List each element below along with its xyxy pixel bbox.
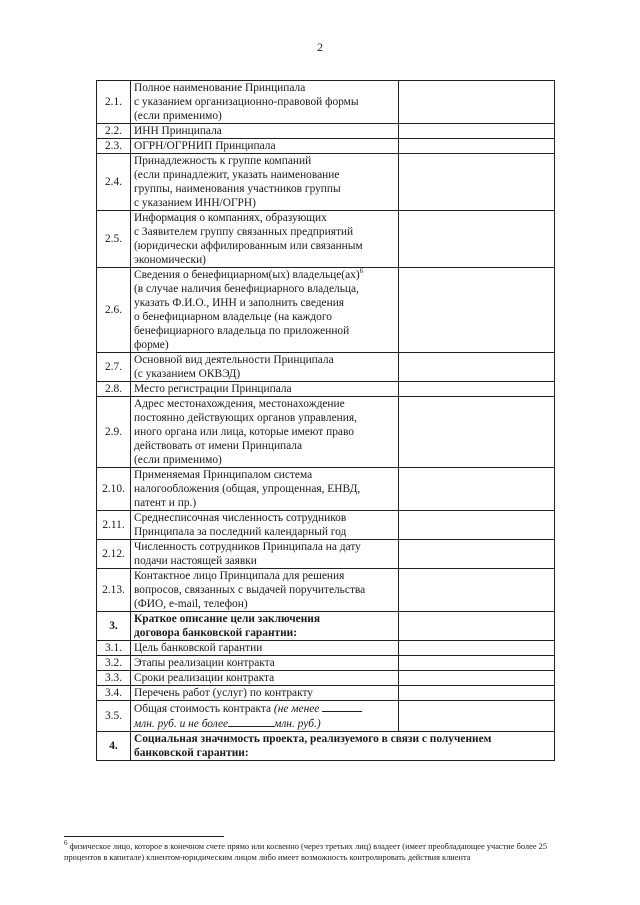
row-label xyxy=(131,382,399,397)
row-label xyxy=(131,124,399,139)
label-line xyxy=(134,701,396,716)
row-number: 3.4. xyxy=(97,686,131,701)
label-line xyxy=(134,554,396,568)
row-label xyxy=(131,468,399,511)
row-label xyxy=(131,81,399,124)
label-text: ИНН Принципала xyxy=(134,125,222,137)
table-row xyxy=(97,511,555,540)
row-label xyxy=(131,569,399,612)
label-text: ОГРН/ОГРНИП Принципала xyxy=(134,140,276,152)
table-row xyxy=(97,268,555,353)
label-line xyxy=(134,656,396,670)
value-cell[interactable] xyxy=(399,397,555,468)
value-cell[interactable] xyxy=(399,382,555,397)
table-row xyxy=(97,569,555,612)
label-line xyxy=(134,296,396,310)
label-line xyxy=(134,425,396,439)
label-text: бенефициарного владельца по приложенной xyxy=(134,325,350,337)
value-cell[interactable] xyxy=(399,511,555,540)
label-text: Место регистрации Принципала xyxy=(134,383,292,395)
label-line xyxy=(134,324,396,338)
table-row xyxy=(97,353,555,382)
label-text: Краткое описание цели заключения xyxy=(134,613,321,625)
row-number: 2.4. xyxy=(97,154,131,211)
label-text: (если применимо) xyxy=(134,454,222,466)
label-line xyxy=(134,411,396,425)
row-label xyxy=(131,268,399,353)
label-text: о бенефициарном владельце (на каждого xyxy=(134,311,332,323)
blank-field-max[interactable] xyxy=(228,716,274,727)
label-line xyxy=(134,597,396,611)
table-row xyxy=(97,211,555,268)
label-line xyxy=(134,482,396,496)
row-label xyxy=(131,511,399,540)
label-text: патент и пр.) xyxy=(134,497,197,509)
label-text: Общая стоимость контракта xyxy=(134,703,274,715)
value-cell[interactable] xyxy=(399,701,555,732)
row-number: 3.3. xyxy=(97,671,131,686)
table-row xyxy=(97,124,555,139)
row-number: 2.1. xyxy=(97,81,131,124)
value-cell[interactable] xyxy=(399,641,555,656)
row-number: 3.2. xyxy=(97,656,131,671)
footnote-divider xyxy=(64,836,224,837)
row-label xyxy=(131,154,399,211)
value-cell[interactable] xyxy=(399,353,555,382)
row-label xyxy=(131,671,399,686)
label-text: (если применимо) xyxy=(134,110,222,122)
footnote-text: физическое лицо, которое в конечном счете прямо или косвенно (через третьих лиц) владеет (имеет преобладающее участие более 25 процентов в капитале) клиентом-юридическим лицом либо имеет возможность контролировать действия клиента xyxy=(64,842,548,862)
blank-field-min[interactable] xyxy=(322,701,362,712)
value-cell[interactable] xyxy=(399,268,555,353)
label-text: (если принадлежит, указать наименование xyxy=(134,169,340,181)
label-text: иного органа или лица, которые имеют право xyxy=(134,426,354,438)
label-text: с указанием организационно-правовой формы xyxy=(134,96,359,108)
label-line xyxy=(134,583,396,597)
label-line xyxy=(134,239,396,253)
label-line xyxy=(134,626,396,640)
label-text: форме) xyxy=(134,339,169,351)
label-line xyxy=(134,225,396,239)
label-text: Сведения о бенефициарном(ых) владельце(ах) xyxy=(134,269,360,281)
table-row xyxy=(97,540,555,569)
footnote-reference: 6 xyxy=(359,267,364,276)
label-text: указать Ф.И.О., ИНН и заполнить сведения xyxy=(134,297,345,309)
table-row xyxy=(97,397,555,468)
row-label xyxy=(131,211,399,268)
label-text: постоянно действующих органов управления, xyxy=(134,412,357,424)
label-line xyxy=(134,253,396,267)
label-line xyxy=(134,732,552,746)
label-line xyxy=(134,282,396,296)
label-text: действовать от имени Принципала xyxy=(134,440,303,452)
row-number: 2.2. xyxy=(97,124,131,139)
row-number: 3.5. xyxy=(97,701,131,732)
value-cell[interactable] xyxy=(399,468,555,511)
label-line xyxy=(134,154,396,168)
footnote xyxy=(64,841,584,863)
value-cell[interactable] xyxy=(399,124,555,139)
row-number: 3. xyxy=(97,612,131,641)
label-line xyxy=(134,540,396,554)
row-label xyxy=(131,353,399,382)
table-row xyxy=(97,468,555,511)
label-line xyxy=(134,124,396,138)
label-line xyxy=(134,746,552,760)
label-line xyxy=(134,612,396,626)
value-cell[interactable] xyxy=(399,139,555,154)
table-row xyxy=(97,671,555,686)
label-text: Основной вид деятельности Принципала xyxy=(134,354,334,366)
row-number: 2.3. xyxy=(97,139,131,154)
label-text: договора банковской гарантии: xyxy=(134,627,298,639)
label-line xyxy=(134,353,396,367)
row-number: 2.13. xyxy=(97,569,131,612)
value-cell[interactable] xyxy=(399,686,555,701)
row-number: 2.8. xyxy=(97,382,131,397)
label-text: с Заявителем группу связанных предприятий xyxy=(134,226,354,238)
label-text-italic: млн. руб.) xyxy=(274,718,321,730)
row-label xyxy=(131,540,399,569)
row-label xyxy=(131,397,399,468)
label-text: Адрес местонахождения, местонахождение xyxy=(134,398,345,410)
value-cell[interactable] xyxy=(399,671,555,686)
label-text: Сроки реализации контракта xyxy=(134,672,275,684)
row-label xyxy=(131,641,399,656)
label-line xyxy=(134,671,396,685)
label-text: (ФИО, e-mail, телефон) xyxy=(134,598,248,610)
label-line xyxy=(134,182,396,196)
label-line xyxy=(134,268,396,282)
label-text: подачи настоящей заявки xyxy=(134,555,257,567)
label-line xyxy=(134,95,396,109)
label-text: Контактное лицо Принципала для решения xyxy=(134,570,345,582)
table-row xyxy=(97,612,555,641)
table-row xyxy=(97,139,555,154)
value-cell[interactable] xyxy=(399,540,555,569)
label-line xyxy=(134,168,396,182)
value-cell[interactable] xyxy=(399,569,555,612)
value-cell[interactable] xyxy=(399,81,555,124)
row-number: 2.7. xyxy=(97,353,131,382)
page-number: 2 xyxy=(317,40,323,54)
label-line xyxy=(134,81,396,95)
label-line xyxy=(134,468,396,482)
label-line xyxy=(134,525,396,539)
label-line xyxy=(134,196,396,210)
application-form-table xyxy=(96,80,555,761)
label-text: экономически) xyxy=(134,254,206,266)
value-cell[interactable] xyxy=(399,154,555,211)
label-text: Этапы реализации контракта xyxy=(134,657,275,669)
table-row xyxy=(97,641,555,656)
label-line xyxy=(134,716,396,731)
label-text-italic: млн. руб. и не более xyxy=(134,718,229,730)
table-row xyxy=(97,686,555,701)
label-line xyxy=(134,211,396,225)
label-line xyxy=(134,641,396,655)
label-text: (в случае наличия бенефициарного владельца, xyxy=(134,283,359,295)
table-row xyxy=(97,154,555,211)
label-text: Численность сотрудников Принципала на дату xyxy=(134,541,361,553)
label-text-italic: (не менее xyxy=(273,703,320,715)
row-label xyxy=(131,732,555,761)
label-line xyxy=(134,511,396,525)
label-text: Цель банковской гарантии xyxy=(134,642,263,654)
footnote-mark: 6 xyxy=(64,839,68,848)
label-text: (юридически аффилированным или связанным xyxy=(134,240,363,252)
label-line xyxy=(134,310,396,324)
label-text: группы, наименования участников группы xyxy=(134,183,341,195)
table-row xyxy=(97,382,555,397)
label-line xyxy=(134,453,396,467)
value-cell[interactable] xyxy=(399,612,555,641)
label-line xyxy=(134,569,396,583)
label-text: Принадлежность к группе компаний xyxy=(134,155,312,167)
label-text: Среднесписочная численность сотрудников xyxy=(134,512,347,524)
label-text: Социальная значимость проекта, реализуемого в связи с получением xyxy=(134,733,492,745)
table-row xyxy=(97,656,555,671)
label-line xyxy=(134,139,396,153)
label-text: банковской гарантии: xyxy=(134,747,249,759)
row-number: 2.5. xyxy=(97,211,131,268)
label-line xyxy=(134,397,396,411)
row-label xyxy=(131,686,399,701)
label-text: Применяемая Принципалом система xyxy=(134,469,313,481)
label-text: вопросов, связанных с выдачей поручительства xyxy=(134,584,366,596)
table-row xyxy=(97,732,555,761)
label-text: с указанием ИНН/ОГРН) xyxy=(134,197,256,209)
label-text: (с указанием ОКВЭД) xyxy=(134,368,241,380)
row-number: 2.9. xyxy=(97,397,131,468)
value-cell[interactable] xyxy=(399,656,555,671)
label-text: Информация о компаниях, образующих xyxy=(134,212,327,224)
row-label xyxy=(131,612,399,641)
row-number: 4. xyxy=(97,732,131,761)
label-line xyxy=(134,686,396,700)
label-line xyxy=(134,109,396,123)
row-label xyxy=(131,701,399,732)
label-text: Принципала за последний календарный год xyxy=(134,526,347,538)
row-number: 2.10. xyxy=(97,468,131,511)
row-number: 2.6. xyxy=(97,268,131,353)
row-number: 2.12. xyxy=(97,540,131,569)
label-line xyxy=(134,338,396,352)
value-cell[interactable] xyxy=(399,211,555,268)
row-label xyxy=(131,656,399,671)
table-row xyxy=(97,701,555,732)
label-line xyxy=(134,496,396,510)
row-label xyxy=(131,139,399,154)
label-line xyxy=(134,367,396,381)
label-text: Перечень работ (услуг) по контракту xyxy=(134,687,313,699)
row-number: 3.1. xyxy=(97,641,131,656)
row-number: 2.11. xyxy=(97,511,131,540)
table-row xyxy=(97,81,555,124)
label-line xyxy=(134,439,396,453)
label-line xyxy=(134,382,396,396)
label-text: налогообложения (общая, упрощенная, ЕНВД, xyxy=(134,483,361,495)
label-text: Полное наименование Принципала xyxy=(134,82,306,94)
